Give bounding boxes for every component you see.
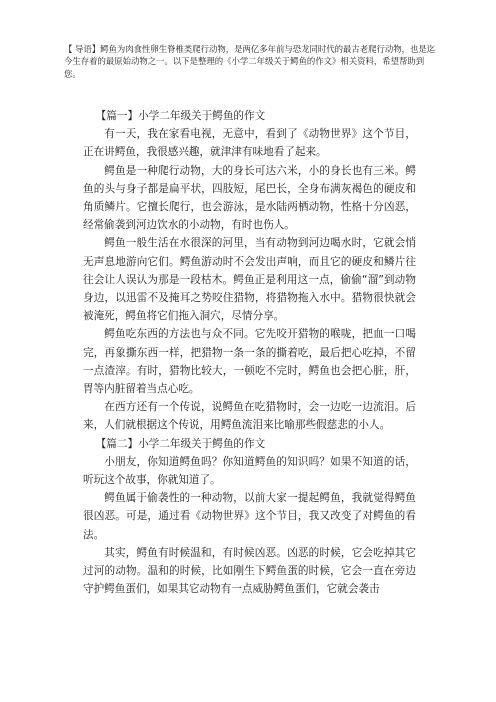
section-heading: 【篇一】小学二年级关于鳄鱼的作文 bbox=[95, 110, 266, 122]
paragraph: 鳄鱼属于偷袭性的一种动物，以前大家一提起鳄鱼，我就觉得鳄鱼很凶恶。可是，通过看《动物世界》这个节目，我又改变了对鳄鱼的看法。 bbox=[83, 492, 416, 541]
paragraph: 鳄鱼一般生活在水很深的河里，当有动物到河边喝水时，它就会悄无声息地游向它们。鳄鱼游动时不会发出声响，而且它的硬皮和鳞片往往会让人误认为那是一段枯木。鳄鱼正是利用这一点，偷偷“溜”到动物身边，以迅雷不及掩耳之势咬住猎物，将猎物拖入水中。猎物很快就会被淹死，鳄鱼将它们拖入洞穴，尽情分享。 bbox=[83, 237, 416, 323]
article-body bbox=[83, 107, 416, 598]
intro-summary bbox=[64, 43, 436, 80]
paragraph: 鳄鱼是一种爬行动物，大的身长可达六米，小的身长也有三米。鳄鱼的头与身子都是扁平状，四肢短，尾巴长，全身布满灰褐色的硬皮和角质鳞片。它擅长爬行，也会游泳，是水陆两栖动物，性格十分凶恶，经常偷袭到河边饮水的小动物，有时也伤人。 bbox=[83, 164, 416, 232]
paragraph: 鳄鱼吃东西的方法也与众不同。它先咬开猎物的喉咙，把血一口喝完，再象撕东西一样，把猎物一条一条的撕着吃，最后把心吃掉，不留一点渣滓。有时，猎物比较大，一顿吃不完时，鳄鱼也会把心脏，肝，胃等内脏留着当点心吃。 bbox=[83, 328, 416, 396]
paragraph: 在西方还有一个传说，说鳄鱼在吃猎物时，会一边吃一边流泪。后来，人们就根据这个传说，用鳄鱼流泪来比喻那些假慈悲的小人。 bbox=[83, 401, 416, 432]
paragraph: 其实，鳄鱼有时候温和，有时候凶恶。凶恶的时候，它会吃掉其它过河的动物。温和的时候，比如刚生下鳄鱼蛋的时候，它会一直在旁边守护鳄鱼蛋们，如果其它动物有一点威胁鳄鱼蛋们，它就会袭击 bbox=[83, 546, 416, 596]
section-heading: 【篇二】小学二年级关于鳄鱼的作文 bbox=[95, 437, 266, 450]
intro-text: 鳄鱼为肉食性卵生脊椎类爬行动物，是两亿多年前与恐龙同时代的最古老爬行动物，也是迄今生存着的最原始动物之一。以下是整理的《小学二年级关于鳄鱼的作文》相关资料，希望帮助到您。 bbox=[64, 44, 436, 79]
paragraph: 有一天，我在家看电视，无意中，看到了《动物世界》这个节目，正在讲鳄鱼，我很感兴趣，就津津有味地看了起来。 bbox=[83, 128, 416, 159]
intro-bracket: 【 导语】 bbox=[64, 44, 101, 54]
paragraph: 小朋友，你知道鳄鱼吗？你知道鳄鱼的知识吗？如果不知道的话，听玩这个故事，你就知道了。 bbox=[83, 455, 416, 487]
